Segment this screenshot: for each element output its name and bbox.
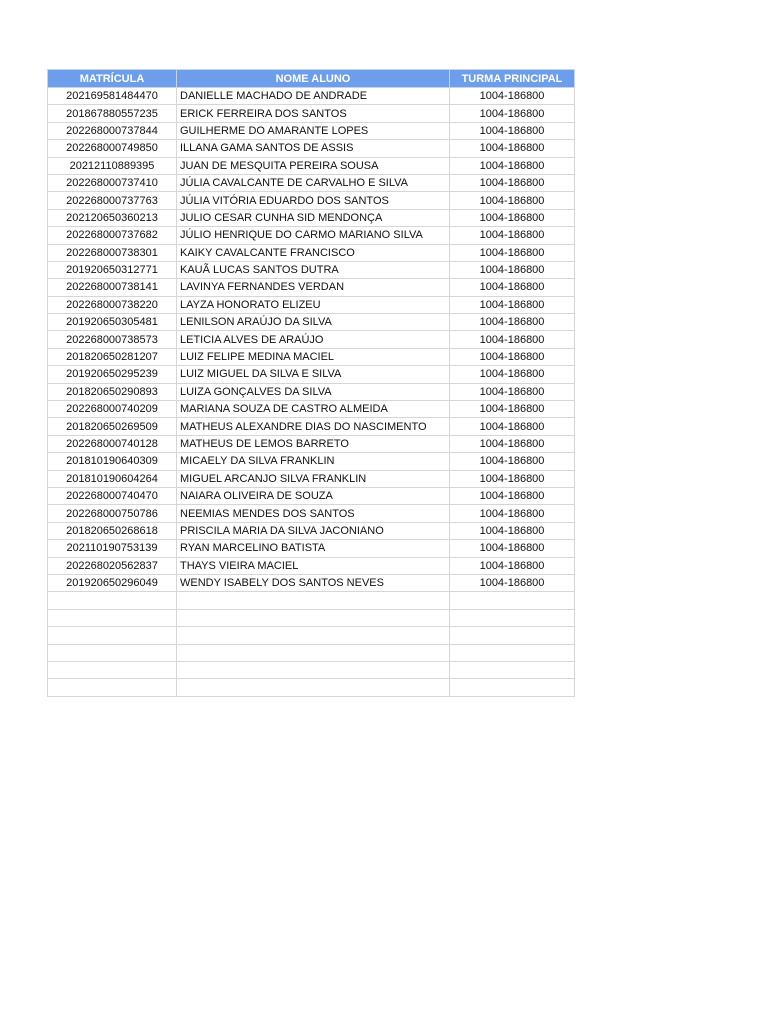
empty-table-row <box>48 592 575 609</box>
empty-cell <box>177 679 450 696</box>
table-row <box>48 470 575 487</box>
cell-nome-aluno: ERICK FERREIRA DOS SANTOS <box>177 105 450 122</box>
cell-nome-aluno: NAIARA OLIVEIRA DE SOUZA <box>177 487 450 504</box>
empty-cell <box>450 661 575 678</box>
cell-turma-principal: 1004-186800 <box>450 296 575 313</box>
cell-matricula: 201820650269509 <box>48 418 177 435</box>
empty-cell <box>450 627 575 644</box>
empty-cell <box>48 644 177 661</box>
table-row <box>48 418 575 435</box>
cell-matricula: 201810190640309 <box>48 453 177 470</box>
cell-turma-principal: 1004-186800 <box>450 453 575 470</box>
empty-cell <box>48 592 177 609</box>
cell-turma-principal: 1004-186800 <box>450 366 575 383</box>
table-row <box>48 505 575 522</box>
cell-turma-principal: 1004-186800 <box>450 557 575 574</box>
cell-nome-aluno: DANIELLE MACHADO DE ANDRADE <box>177 88 450 105</box>
cell-matricula: 202268000738573 <box>48 331 177 348</box>
cell-matricula: 202268000737763 <box>48 192 177 209</box>
cell-turma-principal: 1004-186800 <box>450 261 575 278</box>
empty-cell <box>48 661 177 678</box>
table-row <box>48 314 575 331</box>
table-row <box>48 366 575 383</box>
header-turma-principal: TURMA PRINCIPAL <box>450 70 575 88</box>
cell-nome-aluno: LUIZA GONÇALVES DA SILVA <box>177 383 450 400</box>
table-row <box>48 157 575 174</box>
empty-table-row <box>48 644 575 661</box>
cell-matricula: 202268000737682 <box>48 227 177 244</box>
cell-turma-principal: 1004-186800 <box>450 348 575 365</box>
cell-turma-principal: 1004-186800 <box>450 470 575 487</box>
empty-table-row <box>48 627 575 644</box>
cell-matricula: 201820650268618 <box>48 522 177 539</box>
table-row <box>48 574 575 591</box>
table-row <box>48 279 575 296</box>
cell-turma-principal: 1004-186800 <box>450 505 575 522</box>
empty-cell <box>450 609 575 626</box>
table-row <box>48 540 575 557</box>
student-table <box>47 69 575 697</box>
cell-matricula: 202268000749850 <box>48 140 177 157</box>
cell-matricula: 202120650360213 <box>48 209 177 226</box>
table-row <box>48 88 575 105</box>
cell-turma-principal: 1004-186800 <box>450 383 575 400</box>
cell-matricula: 202268000738220 <box>48 296 177 313</box>
table-row <box>48 435 575 452</box>
cell-nome-aluno: PRISCILA MARIA DA SILVA JACONIANO <box>177 522 450 539</box>
table-row <box>48 122 575 139</box>
cell-turma-principal: 1004-186800 <box>450 157 575 174</box>
cell-nome-aluno: LAYZA HONORATO ELIZEU <box>177 296 450 313</box>
empty-cell <box>177 627 450 644</box>
cell-turma-principal: 1004-186800 <box>450 105 575 122</box>
cell-turma-principal: 1004-186800 <box>450 88 575 105</box>
table-row <box>48 244 575 261</box>
cell-matricula: 201867880557235 <box>48 105 177 122</box>
table-row <box>48 453 575 470</box>
table-row <box>48 192 575 209</box>
empty-table-row <box>48 679 575 696</box>
cell-nome-aluno: LAVINYA FERNANDES VERDAN <box>177 279 450 296</box>
cell-nome-aluno: KAUÃ LUCAS SANTOS DUTRA <box>177 261 450 278</box>
empty-cell <box>48 627 177 644</box>
cell-turma-principal: 1004-186800 <box>450 540 575 557</box>
cell-nome-aluno: MICAELY DA SILVA FRANKLIN <box>177 453 450 470</box>
table-row <box>48 174 575 191</box>
cell-turma-principal: 1004-186800 <box>450 401 575 418</box>
cell-matricula: 201920650296049 <box>48 574 177 591</box>
table-body <box>48 88 575 697</box>
cell-nome-aluno: ILLANA GAMA SANTOS DE ASSIS <box>177 140 450 157</box>
table-row <box>48 401 575 418</box>
cell-matricula: 202268000740470 <box>48 487 177 504</box>
table-row <box>48 261 575 278</box>
cell-turma-principal: 1004-186800 <box>450 174 575 191</box>
cell-nome-aluno: LENILSON ARAÚJO DA SILVA <box>177 314 450 331</box>
cell-matricula: 202110190753139 <box>48 540 177 557</box>
table-row <box>48 296 575 313</box>
empty-cell <box>177 661 450 678</box>
cell-turma-principal: 1004-186800 <box>450 227 575 244</box>
cell-matricula: 202268000738141 <box>48 279 177 296</box>
empty-cell <box>48 679 177 696</box>
cell-nome-aluno: RYAN MARCELINO BATISTA <box>177 540 450 557</box>
cell-turma-principal: 1004-186800 <box>450 314 575 331</box>
cell-turma-principal: 1004-186800 <box>450 209 575 226</box>
cell-nome-aluno: JULIO CESAR CUNHA SID MENDONÇA <box>177 209 450 226</box>
student-table-container <box>47 69 574 697</box>
cell-matricula: 202268000740209 <box>48 401 177 418</box>
table-row <box>48 105 575 122</box>
table-row <box>48 209 575 226</box>
empty-table-row <box>48 609 575 626</box>
table-header-row <box>48 70 575 88</box>
cell-matricula: 201820650281207 <box>48 348 177 365</box>
cell-turma-principal: 1004-186800 <box>450 192 575 209</box>
cell-turma-principal: 1004-186800 <box>450 122 575 139</box>
cell-matricula: 201810190604264 <box>48 470 177 487</box>
cell-matricula: 202268000740128 <box>48 435 177 452</box>
cell-matricula: 202268000738301 <box>48 244 177 261</box>
cell-turma-principal: 1004-186800 <box>450 279 575 296</box>
cell-nome-aluno: MATHEUS DE LEMOS BARRETO <box>177 435 450 452</box>
table-row <box>48 383 575 400</box>
cell-turma-principal: 1004-186800 <box>450 140 575 157</box>
cell-turma-principal: 1004-186800 <box>450 418 575 435</box>
cell-matricula: 20212110889395 <box>48 157 177 174</box>
cell-turma-principal: 1004-186800 <box>450 435 575 452</box>
cell-nome-aluno: JUAN DE MESQUITA PEREIRA SOUSA <box>177 157 450 174</box>
cell-turma-principal: 1004-186800 <box>450 244 575 261</box>
header-nome-aluno: NOME ALUNO <box>177 70 450 88</box>
cell-turma-principal: 1004-186800 <box>450 522 575 539</box>
empty-cell <box>48 609 177 626</box>
cell-turma-principal: 1004-186800 <box>450 574 575 591</box>
cell-nome-aluno: JÚLIA CAVALCANTE DE CARVALHO E SILVA <box>177 174 450 191</box>
cell-nome-aluno: KAIKY CAVALCANTE FRANCISCO <box>177 244 450 261</box>
table-row <box>48 487 575 504</box>
cell-matricula: 201820650290893 <box>48 383 177 400</box>
table-row <box>48 348 575 365</box>
cell-nome-aluno: THAYS VIEIRA MACIEL <box>177 557 450 574</box>
table-row <box>48 227 575 244</box>
cell-nome-aluno: LUIZ MIGUEL DA SILVA E SILVA <box>177 366 450 383</box>
cell-matricula: 202268000750786 <box>48 505 177 522</box>
table-row <box>48 557 575 574</box>
cell-nome-aluno: LUIZ FELIPE MEDINA MACIEL <box>177 348 450 365</box>
cell-nome-aluno: MARIANA SOUZA DE CASTRO ALMEIDA <box>177 401 450 418</box>
cell-nome-aluno: MIGUEL ARCANJO SILVA FRANKLIN <box>177 470 450 487</box>
cell-matricula: 202268000737410 <box>48 174 177 191</box>
empty-table-row <box>48 661 575 678</box>
empty-cell <box>450 679 575 696</box>
cell-nome-aluno: MATHEUS ALEXANDRE DIAS DO NASCIMENTO <box>177 418 450 435</box>
header-matricula: MATRÍCULA <box>48 70 177 88</box>
cell-nome-aluno: JÚLIO HENRIQUE DO CARMO MARIANO SILVA <box>177 227 450 244</box>
cell-matricula: 201920650312771 <box>48 261 177 278</box>
empty-cell <box>450 644 575 661</box>
empty-cell <box>177 644 450 661</box>
cell-nome-aluno: WENDY ISABELY DOS SANTOS NEVES <box>177 574 450 591</box>
empty-cell <box>177 592 450 609</box>
empty-cell <box>450 592 575 609</box>
empty-cell <box>177 609 450 626</box>
cell-matricula: 202169581484470 <box>48 88 177 105</box>
cell-matricula: 202268020562837 <box>48 557 177 574</box>
cell-nome-aluno: LETICIA ALVES DE ARAÚJO <box>177 331 450 348</box>
cell-matricula: 201920650295239 <box>48 366 177 383</box>
cell-nome-aluno: NEEMIAS MENDES DOS SANTOS <box>177 505 450 522</box>
table-row <box>48 140 575 157</box>
cell-matricula: 202268000737844 <box>48 122 177 139</box>
table-row <box>48 331 575 348</box>
cell-nome-aluno: GUILHERME DO AMARANTE LOPES <box>177 122 450 139</box>
cell-nome-aluno: JÚLIA VITÓRIA EDUARDO DOS SANTOS <box>177 192 450 209</box>
cell-matricula: 201920650305481 <box>48 314 177 331</box>
table-row <box>48 522 575 539</box>
cell-turma-principal: 1004-186800 <box>450 331 575 348</box>
cell-turma-principal: 1004-186800 <box>450 487 575 504</box>
